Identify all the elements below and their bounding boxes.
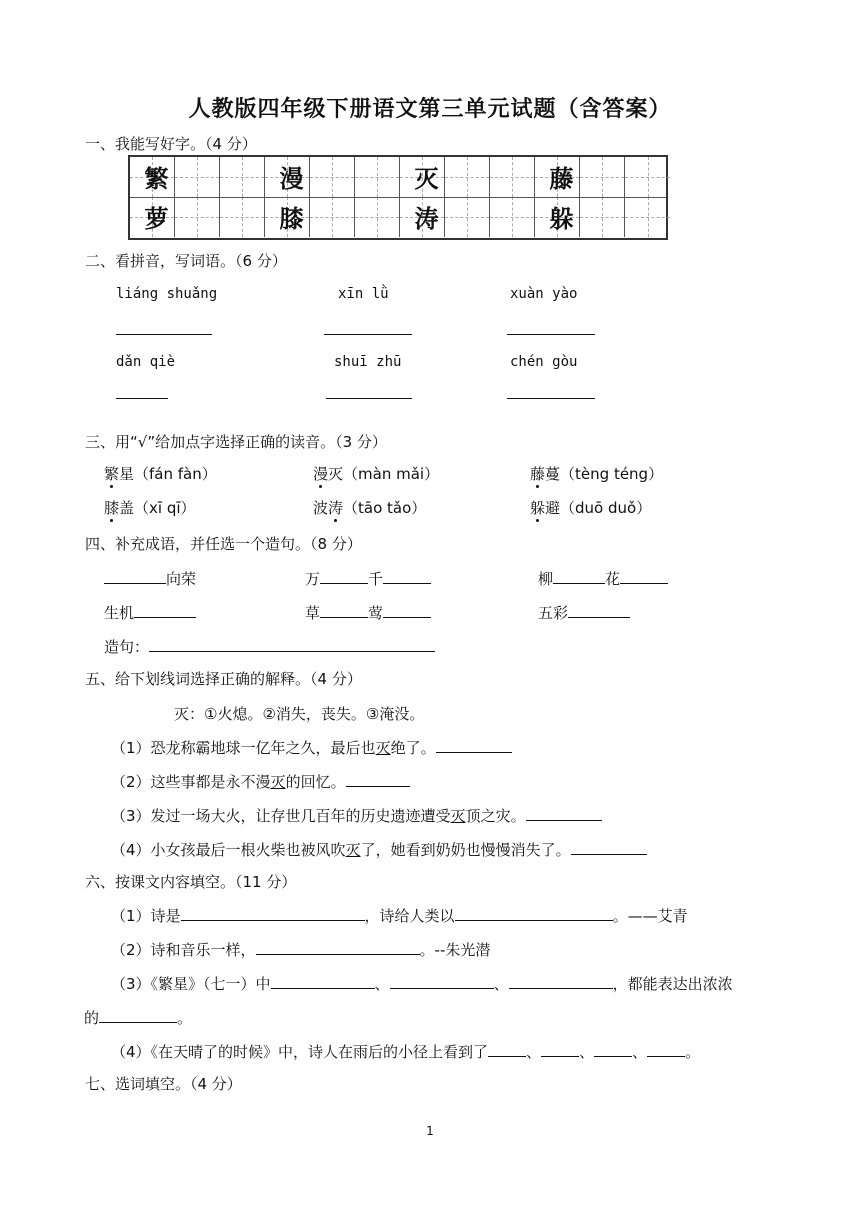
reading-choice[interactable] [530, 497, 651, 518]
blank[interactable] [390, 973, 494, 989]
grid-cell[interactable] [175, 157, 220, 197]
page-title: 人教版四年级下册语文第三单元试题（含答案） [188, 96, 672, 122]
underlined-char: 灭 [270, 773, 286, 791]
choice-text: （tāo tǎo） [343, 499, 427, 517]
grid-cell[interactable] [625, 157, 670, 197]
choice-text: 避（duō duǒ） [545, 499, 652, 517]
idiom-2 [305, 568, 431, 589]
q-text: 的 [84, 1009, 100, 1027]
answer-line[interactable] [324, 334, 412, 335]
blank[interactable] [256, 939, 420, 955]
q-text: 。 [177, 1009, 193, 1027]
q-text: （2）这些事都是永不漫 [111, 773, 271, 791]
grid-cell[interactable] [175, 197, 220, 237]
section-3-heading: 三、用“√”给加点字选择正确的读音。（3 分） [85, 433, 387, 451]
definition: 灭：①火熄。②消失，丧失。③淹没。 [174, 705, 425, 723]
q-text: （2）诗和音乐一样， [111, 941, 256, 959]
question-5-3 [111, 805, 602, 826]
q-text: ，都能表达出浓浓 [612, 975, 733, 993]
idiom-text: 花 [605, 570, 621, 588]
idiom-text: 五彩 [538, 604, 569, 622]
q-text: 、 [493, 975, 509, 993]
underlined-char: 灭 [345, 841, 361, 859]
blank[interactable] [541, 1041, 579, 1057]
idiom-text: 草 [305, 604, 321, 622]
grid-cell[interactable] [445, 197, 490, 237]
q-text: 。--朱光潜 [419, 941, 491, 959]
blank[interactable] [320, 568, 368, 584]
blank[interactable] [104, 568, 166, 584]
dotted-char: 漫 [313, 465, 329, 483]
question-6-2 [111, 939, 490, 960]
q-text: 、 [526, 1043, 542, 1061]
idiom-text: 万 [305, 570, 321, 588]
q-text: （1）诗是 [111, 907, 181, 925]
blank[interactable] [571, 839, 647, 855]
idiom-text: 柳 [538, 570, 554, 588]
dotted-char: 藤 [530, 465, 546, 483]
q-text: 、 [632, 1043, 648, 1061]
q-text: （4）《在天晴了的时候》中，诗人在雨后的小径上看到了 [111, 1043, 489, 1061]
grid-cell[interactable] [310, 197, 355, 237]
idiom-text: 生机 [104, 604, 135, 622]
q-text: （1）恐龙称霸地球一亿年之久，最后也 [111, 739, 376, 757]
answer-line[interactable] [116, 398, 168, 399]
q-text: （3）《繁星》（七一）中 [111, 975, 271, 993]
pinyin-3: xuàn yào [510, 286, 578, 302]
q-text: （3）发过一场大火，让存世几百年的历史遗迹遭受 [111, 807, 451, 825]
blank[interactable] [271, 973, 375, 989]
blank[interactable] [455, 905, 613, 921]
answer-line[interactable] [507, 334, 595, 335]
grid-char: 繁 [144, 164, 169, 193]
grid-cell[interactable] [490, 197, 535, 237]
blank[interactable] [620, 568, 668, 584]
blank[interactable] [509, 973, 613, 989]
question-6-1 [111, 905, 688, 926]
question-6-3 [111, 973, 733, 994]
choice-char: 蔓 [545, 465, 561, 483]
grid-cell[interactable] [490, 157, 535, 197]
question-5-1 [111, 737, 512, 758]
pinyin-6: chén gòu [510, 354, 578, 370]
section-6-heading: 六、按课文内容填空。（11 分） [85, 873, 297, 891]
blank[interactable] [436, 737, 512, 753]
grid-char: 涛 [414, 204, 439, 233]
blank[interactable] [134, 602, 196, 618]
pinyin-1: liáng shuǎng [116, 286, 218, 302]
grid-char: 灭 [414, 164, 439, 193]
grid-char: 躲 [549, 204, 574, 233]
q-text: （4）小女孩最后一根火柴也被风吹 [111, 841, 346, 859]
blank[interactable] [553, 568, 605, 584]
q-text: 。——艾青 [612, 907, 688, 925]
idiom-text: 莺 [368, 604, 384, 622]
idiom-3 [538, 568, 668, 589]
grid-cell[interactable] [445, 157, 490, 197]
q-text: 的回忆。 [285, 773, 346, 791]
q-text: 顶之灾。 [465, 807, 526, 825]
blank[interactable] [149, 636, 435, 652]
dotted-char: 躲 [530, 499, 546, 517]
idiom-5 [305, 602, 431, 623]
question-5-2 [111, 771, 410, 792]
grid-char: 漫 [279, 164, 304, 193]
dotted-char: 膝 [104, 499, 120, 517]
sentence-label: 造句： [104, 638, 150, 656]
q-text: 、 [374, 975, 390, 993]
q-text: 了，她看到奶奶也慢慢消失了。 [360, 841, 571, 859]
blank[interactable] [647, 1041, 685, 1057]
grid-cell[interactable] [355, 197, 400, 237]
choice-text: 星（fán fàn） [119, 465, 217, 483]
idiom-text: 向荣 [166, 570, 197, 588]
grid-cell[interactable] [355, 157, 400, 197]
reading-choice[interactable] [313, 463, 439, 484]
reading-choice[interactable] [530, 463, 663, 484]
choice-text: （tèng téng） [560, 465, 664, 483]
question-5-4 [111, 839, 647, 860]
underlined-char: 灭 [450, 807, 466, 825]
section-5-heading: 五、给下划线词选择正确的解释。（4 分） [85, 670, 362, 688]
reading-choice[interactable] [104, 463, 217, 484]
dotted-char: 繁 [104, 465, 120, 483]
question-6-3-cont [84, 1007, 192, 1028]
pinyin-4: dǎn qiè [116, 354, 176, 370]
blank[interactable] [568, 602, 630, 618]
question-6-4 [111, 1041, 700, 1062]
blank[interactable] [383, 602, 431, 618]
section-2-heading: 二、看拼音，写词语。（6 分） [85, 252, 287, 270]
reading-choice[interactable] [104, 497, 196, 518]
answer-line[interactable] [116, 334, 212, 335]
grid-cell[interactable] [580, 157, 625, 197]
grid-char: 藤 [549, 164, 574, 193]
choice-text: 灭（màn mǎi） [328, 465, 440, 483]
page-number: 1 [426, 1124, 434, 1138]
blank[interactable] [526, 805, 602, 821]
answer-line[interactable] [326, 398, 412, 399]
idiom-1 [104, 568, 196, 589]
grid-char: 膝 [279, 204, 304, 233]
section-1-heading: 一、我能写好字。（4 分） [85, 135, 257, 153]
blank[interactable] [99, 1007, 177, 1023]
choice-char: 波 [313, 499, 329, 517]
grid-cell[interactable] [220, 157, 265, 197]
idiom-4 [104, 602, 196, 623]
blank[interactable] [488, 1041, 526, 1057]
grid-cell[interactable] [580, 197, 625, 237]
dotted-char: 涛 [328, 499, 344, 517]
underlined-char: 灭 [375, 739, 391, 757]
grid-cell[interactable] [310, 157, 355, 197]
section-7-heading: 七、选词填空。（4 分） [85, 1075, 242, 1093]
blank[interactable] [383, 568, 431, 584]
grid-cell[interactable] [220, 197, 265, 237]
answer-line[interactable] [507, 398, 595, 399]
q-text: 绝了。 [390, 739, 436, 757]
q-text: 、 [579, 1043, 595, 1061]
grid-cell[interactable] [625, 197, 670, 237]
blank[interactable] [594, 1041, 632, 1057]
pinyin-5: shuī zhū [334, 354, 402, 370]
idiom-text: 千 [368, 570, 384, 588]
blank[interactable] [320, 602, 368, 618]
q-text: 。 [685, 1043, 701, 1061]
q-text: ，诗给人类以 [364, 907, 455, 925]
grid-char: 萝 [144, 204, 169, 233]
reading-choice[interactable] [313, 497, 426, 518]
blank[interactable] [181, 905, 365, 921]
choice-text: 盖（xī qī） [119, 499, 196, 517]
section-4-heading: 四、补充成语，并任选一个造句。（8 分） [85, 535, 362, 553]
idiom-6 [538, 602, 630, 623]
sentence-line [104, 636, 435, 657]
blank[interactable] [346, 771, 410, 787]
writing-grid[interactable] [128, 155, 668, 240]
pinyin-2: xīn lǜ [338, 286, 389, 302]
